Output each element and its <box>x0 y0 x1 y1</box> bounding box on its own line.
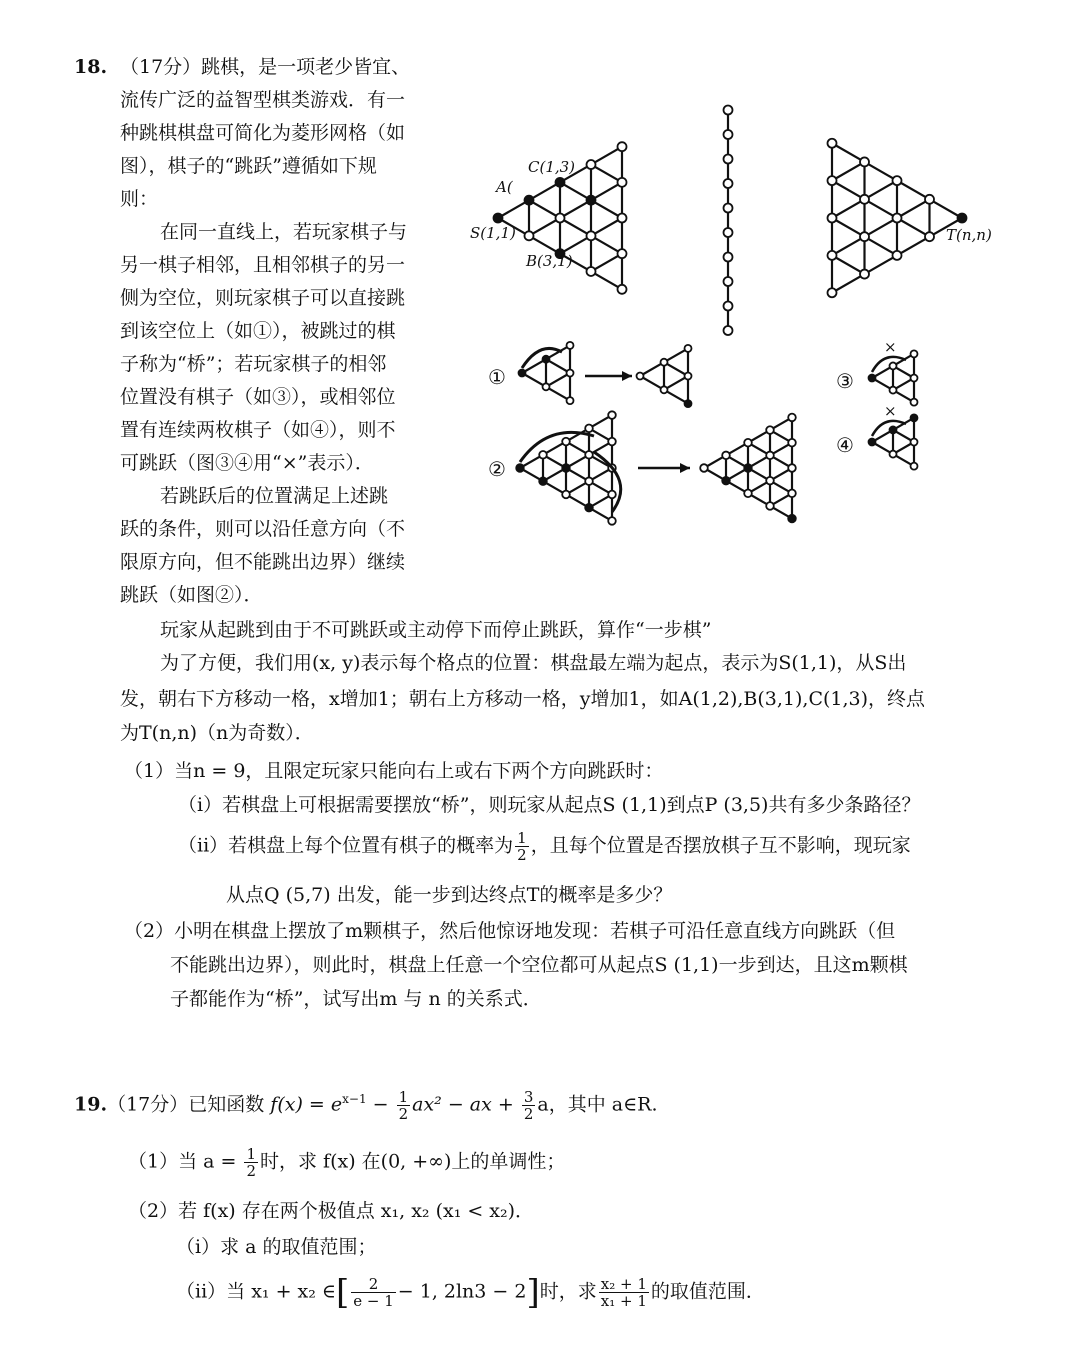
end-triangle-node <box>893 251 902 260</box>
fraction-denominator: 2 <box>398 1104 409 1123</box>
ex4-cross: × <box>884 402 897 420</box>
ex3-node <box>911 399 918 406</box>
ex2-before-node <box>608 517 616 525</box>
ex2-after-node <box>766 452 774 460</box>
ex3-node <box>911 350 918 357</box>
ex1-after-node <box>685 400 692 407</box>
ex1-before-node <box>567 370 574 377</box>
q18-rule-line-6: 位置没有棋子（如③），或相邻位 <box>120 386 396 408</box>
label-B: B(3,1) <box>526 252 573 270</box>
ex2-after-node <box>788 439 796 447</box>
right-bracket: ] <box>526 1272 540 1313</box>
q18-intro-line-2: 流传广泛的益智型棋类游戏．有一 <box>120 89 406 111</box>
ex2-after-node <box>722 452 730 460</box>
ex1-after-node <box>661 386 668 393</box>
end-triangle-edge <box>865 255 898 274</box>
ex2-after-node <box>744 464 752 472</box>
ex4-node <box>911 439 918 446</box>
chain-node <box>724 179 733 188</box>
ex2-after-node <box>788 464 796 472</box>
marker-3: ③ <box>836 369 854 393</box>
end-triangle-edge <box>865 162 898 181</box>
ex2-arrowhead <box>680 463 690 473</box>
q19-minus: − <box>366 1093 395 1116</box>
ex1-after-node <box>685 345 692 352</box>
q19-part2-ii-a: （ii）当 x₁ + x₂ ∈ <box>176 1280 336 1303</box>
chain-node <box>724 155 733 164</box>
q18-rule-line-4: 到该空位上（如①），被跳过的棋 <box>120 320 396 342</box>
left-bracket: [ <box>335 1272 350 1313</box>
fraction-denominator: e − 1 <box>353 1292 394 1310</box>
ex2-before-node <box>562 464 570 472</box>
q18-intro-line-3: 种跳棋棋盘可简化为菱形网格（如 <box>120 122 406 144</box>
marker-2: ② <box>488 457 506 481</box>
ex1-before-node <box>567 342 574 349</box>
start-triangle-node <box>587 196 596 205</box>
q19-part1-a: （1）当 a = <box>128 1150 243 1173</box>
ex1-before-node <box>519 370 526 377</box>
end-triangle-edge <box>897 237 930 256</box>
ex4-node <box>890 426 897 433</box>
end-triangle-edge <box>832 218 865 237</box>
chain-node <box>724 302 733 311</box>
ex2-before-node <box>585 451 593 459</box>
start-triangle-node <box>556 214 565 223</box>
fraction-numerator: 1 <box>246 1145 257 1163</box>
end-triangle-edge <box>832 162 865 181</box>
end-triangle-node <box>860 270 869 279</box>
start-triangle-node <box>494 214 503 223</box>
q18-intro-line-4: 图），棋子的“跳跃”遵循如下规 <box>120 155 377 177</box>
q18-part1-ii-cont: 从点Q (5,7) 出发，能一步到达终点T的概率是多少？ <box>226 884 673 906</box>
q18-intro-line-1: （17分）跳棋，是一项老少皆宜、 <box>120 56 411 78</box>
chain-node <box>724 228 733 237</box>
ex1-after-node <box>637 373 644 380</box>
end-triangle-node <box>860 195 869 204</box>
fraction-numerator: x₂ + 1 <box>600 1275 647 1293</box>
end-triangle-edge <box>865 181 898 200</box>
ex3-node <box>890 387 897 394</box>
end-triangle-node <box>893 176 902 185</box>
q19-part2-ii-d: 的取值范围． <box>650 1280 765 1303</box>
fraction-numerator: 1 <box>398 1087 409 1106</box>
ex2-after-node <box>744 439 752 447</box>
ex2-before-node <box>608 411 616 419</box>
q18-part2-line-1: （2）小明在棋盘上摆放了m颗棋子，然后他惊讶地发现：若棋子可沿任意直线方向跳跃（但 <box>124 920 896 942</box>
ex1-arrowhead <box>622 371 632 381</box>
chain-node <box>724 130 733 139</box>
q18-rule-line-7: 置有连续两枚棋子（如④），则不 <box>120 419 396 441</box>
ex2-after-node <box>766 477 774 485</box>
ex1-after-node <box>685 373 692 380</box>
start-triangle-node <box>587 231 596 240</box>
start-triangle-node <box>556 178 565 187</box>
ex4-node <box>911 414 918 421</box>
q19-exponent: x−1 <box>342 1092 367 1106</box>
q18-cont-line-3: 限原方向，但不能跳出边界）继续 <box>120 551 406 573</box>
q18-part1: （1）当n = 9，且限定玩家只能向右上或右下两个方向跳跃时： <box>124 760 664 782</box>
end-triangle-node <box>925 195 934 204</box>
ex3-node <box>911 375 918 382</box>
end-triangle-node <box>828 139 837 148</box>
label-C: C(1,3) <box>528 158 576 176</box>
ex4-node <box>890 451 897 458</box>
ex2-before-node <box>608 438 616 446</box>
label-S: S(1,1) <box>470 224 516 242</box>
end-triangle-node <box>925 232 934 241</box>
ex2-before-node <box>562 491 570 499</box>
ex2-before-node <box>539 451 547 459</box>
ex2-before-node <box>585 425 593 433</box>
ex2-before-node <box>608 491 616 499</box>
ex2-before-node <box>516 464 524 472</box>
q18-part1-i: （i）若棋盘上可根据需要摆放“桥”，则玩家从起点S (1,1)到点P (3,5)共有多少条路径？ <box>178 794 921 816</box>
chain-node <box>724 253 733 262</box>
end-triangle-edge <box>832 274 865 293</box>
q18-coord-line-2: 发，朝右下方移动一格，x增加1；朝右上方移动一格，y增加1，如A(1,2),B(3,1),C(1,3)，终点 <box>120 688 926 710</box>
q19-mid: ax² − ax + <box>412 1093 520 1116</box>
start-triangle-node <box>618 142 627 151</box>
q19-head-text: （17分）已知函数 <box>107 1093 265 1116</box>
ex2-after-node <box>744 490 752 498</box>
label-T: T(n,n) <box>946 226 992 244</box>
ex3-node <box>890 362 897 369</box>
label-A: A( <box>496 178 513 196</box>
ex3-node <box>869 375 876 382</box>
q18-step-line: 玩家从起跳到由于不可跳跃或主动停下而停止跳跃，算作“一步棋” <box>160 619 712 641</box>
start-triangle-node <box>618 214 627 223</box>
q19-part1-b: 时，求 f(x) 在(0, +∞)上的单调性； <box>260 1150 566 1173</box>
end-triangle-edge <box>865 218 898 237</box>
fraction-denominator: x₁ + 1 <box>600 1292 647 1310</box>
ex1-before-node <box>543 356 550 363</box>
end-triangle-edge <box>832 199 865 218</box>
q18-coord-line-3: 为T(n,n)（n为奇数）． <box>120 722 314 744</box>
q19-tail: a，其中 a∈R. <box>537 1093 658 1116</box>
q18-rule-line-3: 侧为空位，则玩家棋子可以直接跳 <box>120 287 406 309</box>
q18-rule-line-8: 可跳跃（图③④用“×”表示）． <box>120 452 374 474</box>
start-triangle-node <box>587 160 596 169</box>
end-triangle-node <box>893 214 902 223</box>
end-triangle-edge <box>832 181 865 200</box>
q18-intro-line-5: 则： <box>120 188 159 210</box>
fraction-denominator: 2 <box>246 1162 257 1180</box>
fraction-numerator: 1 <box>517 829 527 847</box>
ex1-before-node <box>567 397 574 404</box>
ex2-after-node <box>788 515 796 523</box>
ex4-node <box>869 439 876 446</box>
end-triangle-node <box>828 214 837 223</box>
chain-node <box>724 326 733 335</box>
ex2-after-node <box>766 502 774 510</box>
ex2-before-node <box>585 504 593 512</box>
end-triangle-edge <box>897 181 930 200</box>
q19-part2-ii-b: − 1, 2ln3 − 2 <box>397 1280 527 1303</box>
q19-fx: f(x) = e <box>270 1093 343 1116</box>
chain-node <box>724 277 733 286</box>
end-triangle-node <box>828 176 837 185</box>
start-triangle-node <box>618 249 627 258</box>
ex2-before-node <box>539 477 547 485</box>
ex2-after-node <box>788 414 796 422</box>
ex2-after-node <box>722 477 730 485</box>
ex2-after-node <box>788 490 796 498</box>
q18-cont-line-4: 跳跃（如图②）． <box>120 584 263 606</box>
q19-part2: （2）若 f(x) 存在两个极值点 x₁, x₂ (x₁ < x₂)． <box>128 1200 535 1222</box>
end-triangle-edge <box>832 237 865 256</box>
marker-1: ① <box>488 365 506 389</box>
start-triangle-node <box>618 285 627 294</box>
q19-part2-i: （i）求 a 的取值范围； <box>176 1236 377 1258</box>
start-triangle-node <box>525 196 534 205</box>
q18-cont-line-1: 若跳跃后的位置满足上述跳 <box>160 485 389 507</box>
q18-coord-line-1: 为了方便，我们用(x, y)表示每个格点的位置：棋盘最左端为起点，表示为S(1,1)，从S出 <box>160 652 907 674</box>
end-triangle-edge <box>865 199 898 218</box>
ex2-after-node <box>766 426 774 434</box>
end-triangle-node <box>860 157 869 166</box>
end-triangle-node <box>828 288 837 297</box>
ex2-before-node <box>585 477 593 485</box>
q18-part2-line-2: 不能跳出边界），则此时，棋盘上任意一个空位都可从起点S (1,1)一步到达，且这m颗棋 <box>170 954 908 976</box>
end-triangle-edge <box>832 255 865 274</box>
fraction-numerator: 3 <box>523 1087 534 1106</box>
ex2-before-node <box>562 438 570 446</box>
end-triangle-node <box>828 251 837 260</box>
marker-4: ④ <box>836 433 854 457</box>
ex2-after-node <box>700 464 708 472</box>
ex4-node <box>911 463 918 470</box>
ex3-cross: × <box>884 338 897 356</box>
end-triangle-edge <box>865 237 898 256</box>
end-triangle-edge <box>897 199 930 218</box>
chain-node <box>724 106 733 115</box>
end-triangle-node <box>958 214 967 223</box>
start-triangle-node <box>618 178 627 187</box>
end-triangle-edge <box>930 199 963 218</box>
q18-rule-line-5: 子称为“桥”；若玩家棋子的相邻 <box>120 353 387 375</box>
ex1-before-node <box>543 383 550 390</box>
end-triangle-edge <box>897 218 930 237</box>
q18-number: 18. <box>74 56 108 78</box>
ex1-after-node <box>661 359 668 366</box>
q18-rule-line-2: 另一棋子相邻，且相邻棋子的另一 <box>120 254 406 276</box>
q18-part1-ii-text-a: （ii）若棋盘上每个位置有棋子的概率为 <box>178 834 514 857</box>
fraction-denominator: 2 <box>517 846 527 864</box>
fraction-denominator: 2 <box>523 1104 534 1123</box>
start-triangle-node <box>587 267 596 276</box>
q18-cont-line-2: 跃的条件，则可以沿任意方向（不 <box>120 518 406 540</box>
start-triangle-node <box>525 231 534 240</box>
q19-part2-ii-c: 时，求 <box>539 1280 597 1303</box>
end-triangle-node <box>860 232 869 241</box>
end-triangle-edge <box>832 143 865 162</box>
q18-part2-line-3: 子都能作为“桥”，试写出m 与 n 的关系式． <box>170 988 542 1010</box>
q18-part1-ii-text-b: ，且每个位置是否摆放棋子互不影响，现玩家 <box>530 834 911 857</box>
q19-number: 19. <box>74 1093 108 1116</box>
fraction-numerator: 2 <box>351 1276 396 1293</box>
chain-node <box>724 204 733 213</box>
q18-rule-line-1: 在同一直线上，若玩家棋子与 <box>160 221 408 243</box>
